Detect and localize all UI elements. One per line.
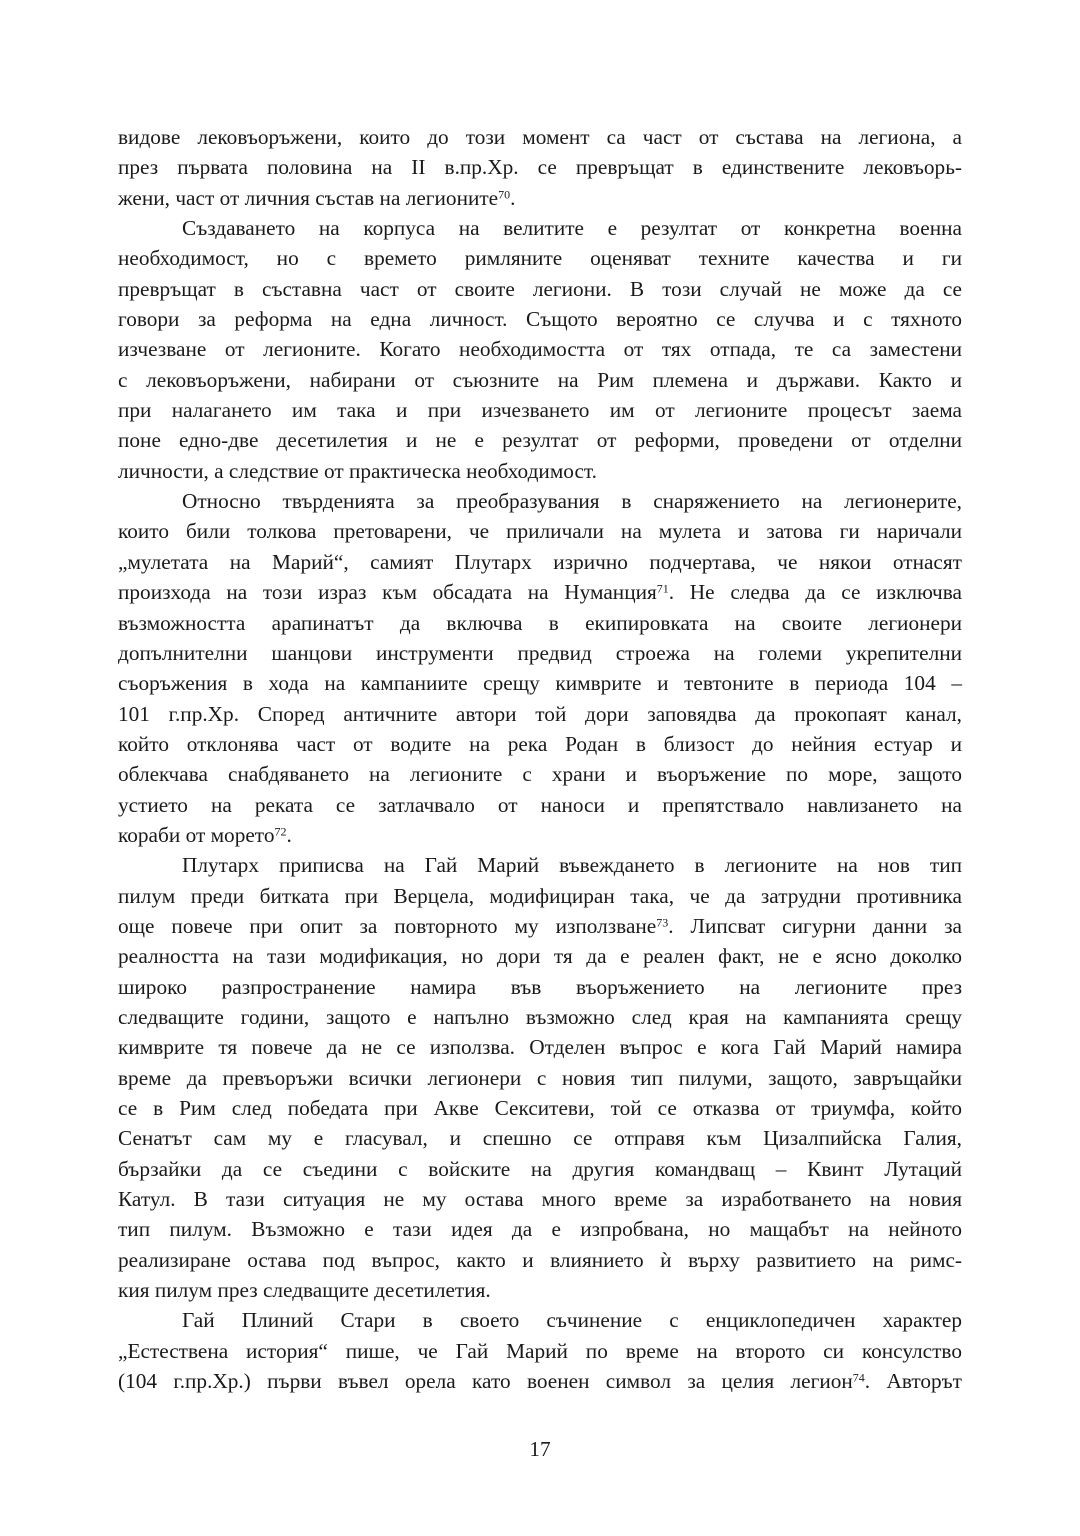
text-line <box>118 1063 962 1093</box>
line-text: кия пилум през следващите десетилетия. <box>118 1278 491 1303</box>
text-line <box>118 1123 962 1153</box>
text-line <box>118 941 962 971</box>
line-text-continued: . Липсват сигурни данни за <box>668 913 962 938</box>
text-line <box>118 243 962 273</box>
text-line <box>118 729 962 759</box>
text-line <box>118 547 962 577</box>
line-text: превръщат в съставна част от своите легиони. В този случай не може да се <box>118 276 962 301</box>
text-line <box>118 122 962 152</box>
line-text: с лековъоръжени, набирани от съюзните на Рим племена и държави. Както и <box>118 367 962 392</box>
text-line <box>118 1366 962 1396</box>
text-line <box>118 759 962 789</box>
text-line <box>118 1275 962 1305</box>
footnote-reference: 73 <box>656 915 669 930</box>
text-line <box>118 1214 962 1244</box>
text-line <box>118 668 962 698</box>
line-text: произхода на този израз към обсадата на Нуманция <box>118 580 657 605</box>
footnote-reference: 70 <box>498 187 511 202</box>
line-text: бързайки да се съедини с войските на другия командващ – Квинт Лутаций <box>118 1156 962 1181</box>
text-line <box>118 699 962 729</box>
line-text: който отклонява част от водите на река Родан в близост до нейния естуар и <box>118 731 962 756</box>
line-text: съоръжения в хода на кампаниите срещу кимврите и тевтоните в периода 104 – <box>118 671 962 696</box>
line-text: Гай Плиний Стари в своето съчинение с енциклопедичен характер <box>182 1308 962 1333</box>
line-text-continued: . <box>510 185 516 210</box>
line-text: Плутарх приписва на Гай Марий въвеждането в легионите на нов тип <box>182 853 962 878</box>
line-text: „мулетата на Марий“, самият Плутарх изрично подчертава, че някои отнасят <box>118 549 962 574</box>
text-line <box>118 365 962 395</box>
line-text-continued: . Не следва да се изключва <box>668 580 962 605</box>
line-text: кораби от морето <box>118 822 275 847</box>
line-text-continued: . Авторът <box>864 1369 962 1394</box>
text-line <box>118 395 962 425</box>
line-text: се в Рим след победата при Акве Секситеви, той се отказва от триумфа, който <box>118 1096 962 1120</box>
text-line <box>118 1305 962 1335</box>
text-line <box>118 274 962 304</box>
text-line <box>118 850 962 880</box>
text-line <box>118 183 962 213</box>
text-line <box>118 1184 962 1214</box>
footnote-reference: 72 <box>274 824 287 839</box>
line-text: видове лековъоръжени, които до този момент са част от състава на легиона, а <box>118 125 962 149</box>
line-text: пилум преди битката при Верцела, модифициран така, че да затрудни противника <box>118 883 962 908</box>
text-line <box>118 516 962 546</box>
text-line <box>118 820 962 850</box>
line-text: през първата половина на II в.пр.Хр. се превръщат в единствените лековъорь- <box>118 155 962 180</box>
text-line <box>118 790 962 820</box>
text-line <box>118 1093 962 1123</box>
line-text: допълнителни шанцови инструменти предвид строежа на големи укрепителни <box>118 640 962 665</box>
line-text: възможността арапинатът да включва в екипировката на своите легионери <box>118 610 962 635</box>
line-text: облекчава снабдяването на легионите с храни и въоръжение по море, защото <box>118 762 962 787</box>
text-line <box>118 304 962 334</box>
text-line <box>118 152 962 182</box>
line-text: широко разпространение намира във въоръжението на легионите през <box>118 974 962 999</box>
line-text: Относно твърденията за преобразувания в снаряжението на легионерите, <box>182 489 962 514</box>
text-line <box>118 425 962 455</box>
line-text: говори за реформа на една личност. Същото вероятно се случва и с тяхното <box>118 307 962 332</box>
text-line <box>118 456 962 486</box>
text-line <box>118 1002 962 1032</box>
line-text: необходимост, но с времето римляните оценяват техните качества и ги <box>118 246 962 271</box>
text-line <box>118 638 962 668</box>
text-line <box>118 213 962 243</box>
line-text: следващите години, защото е напълно възможно след края на кампанията срещу <box>118 1004 962 1029</box>
line-text: Сенатът сам му е гласувал, и спешно се отправя към Цизалпийска Галия, <box>118 1126 962 1151</box>
line-text: реализиране остава под въпрос, както и влиянието ѝ върху развитието на римс- <box>118 1247 962 1272</box>
line-text: време да превъоръжи всички легионери с новия тип пилуми, защото, завръщайки <box>118 1065 962 1090</box>
line-text: кимврите тя повече да не се използва. Отделен въпрос е кога Гай Марий намира <box>118 1035 962 1060</box>
line-text: още повече при опит за повторното му използване <box>118 913 657 938</box>
line-text-continued: . <box>286 822 292 847</box>
text-line <box>118 911 962 941</box>
line-text: жени, част от личния състав на легионите <box>118 185 499 210</box>
line-text: устието на реката се затлачвало от наноси и препятствало навлизането на <box>118 792 962 817</box>
line-text: (104 г.пр.Хр.) първи въвел орела като военен символ за целия легион <box>118 1369 853 1394</box>
text-line <box>118 1154 962 1184</box>
line-text: личности, а следствие от практическа необходимост. <box>118 458 597 483</box>
line-text: които били толкова претоварени, че приличали на мулета и затова ги наричали <box>118 519 962 544</box>
text-line <box>118 608 962 638</box>
footnote-reference: 74 <box>852 1370 865 1385</box>
text-line <box>118 1336 962 1366</box>
line-text: поне едно-две десетилетия и не е резултат от реформи, проведени от отделни <box>118 428 962 453</box>
line-text: Създаването на корпуса на велитите е резултат от конкретна военна <box>182 216 962 241</box>
text-line <box>118 486 962 516</box>
line-text: тип пилум. Възможно е тази идея да е изпробвана, но мащабът на нейното <box>118 1217 962 1242</box>
text-line <box>118 1032 962 1062</box>
page-number: 17 <box>529 1437 551 1461</box>
body-text <box>118 122 962 1396</box>
text-line <box>118 577 962 607</box>
text-line <box>118 334 962 364</box>
line-text: „Естествена история“ пише, че Гай Марий по време на второто си консулство <box>118 1338 962 1363</box>
text-line <box>118 972 962 1002</box>
text-line <box>118 881 962 911</box>
footnote-reference: 71 <box>656 581 669 596</box>
text-line <box>118 1245 962 1275</box>
line-text: при налагането им така и при изчезването им от легионите процесът заема <box>118 398 962 423</box>
line-text: 101 г.пр.Хр. Според античните автори той дори заповядва да прокопаят канал, <box>118 701 962 726</box>
line-text: реалността на тази модификация, но дори тя да е реален факт, не е ясно доколко <box>118 944 962 969</box>
line-text: Катул. В тази ситуация не му остава много време за изработването на новия <box>118 1187 962 1212</box>
line-text: изчезване от легионите. Когато необходимостта от тях отпада, те са заместени <box>118 337 962 362</box>
